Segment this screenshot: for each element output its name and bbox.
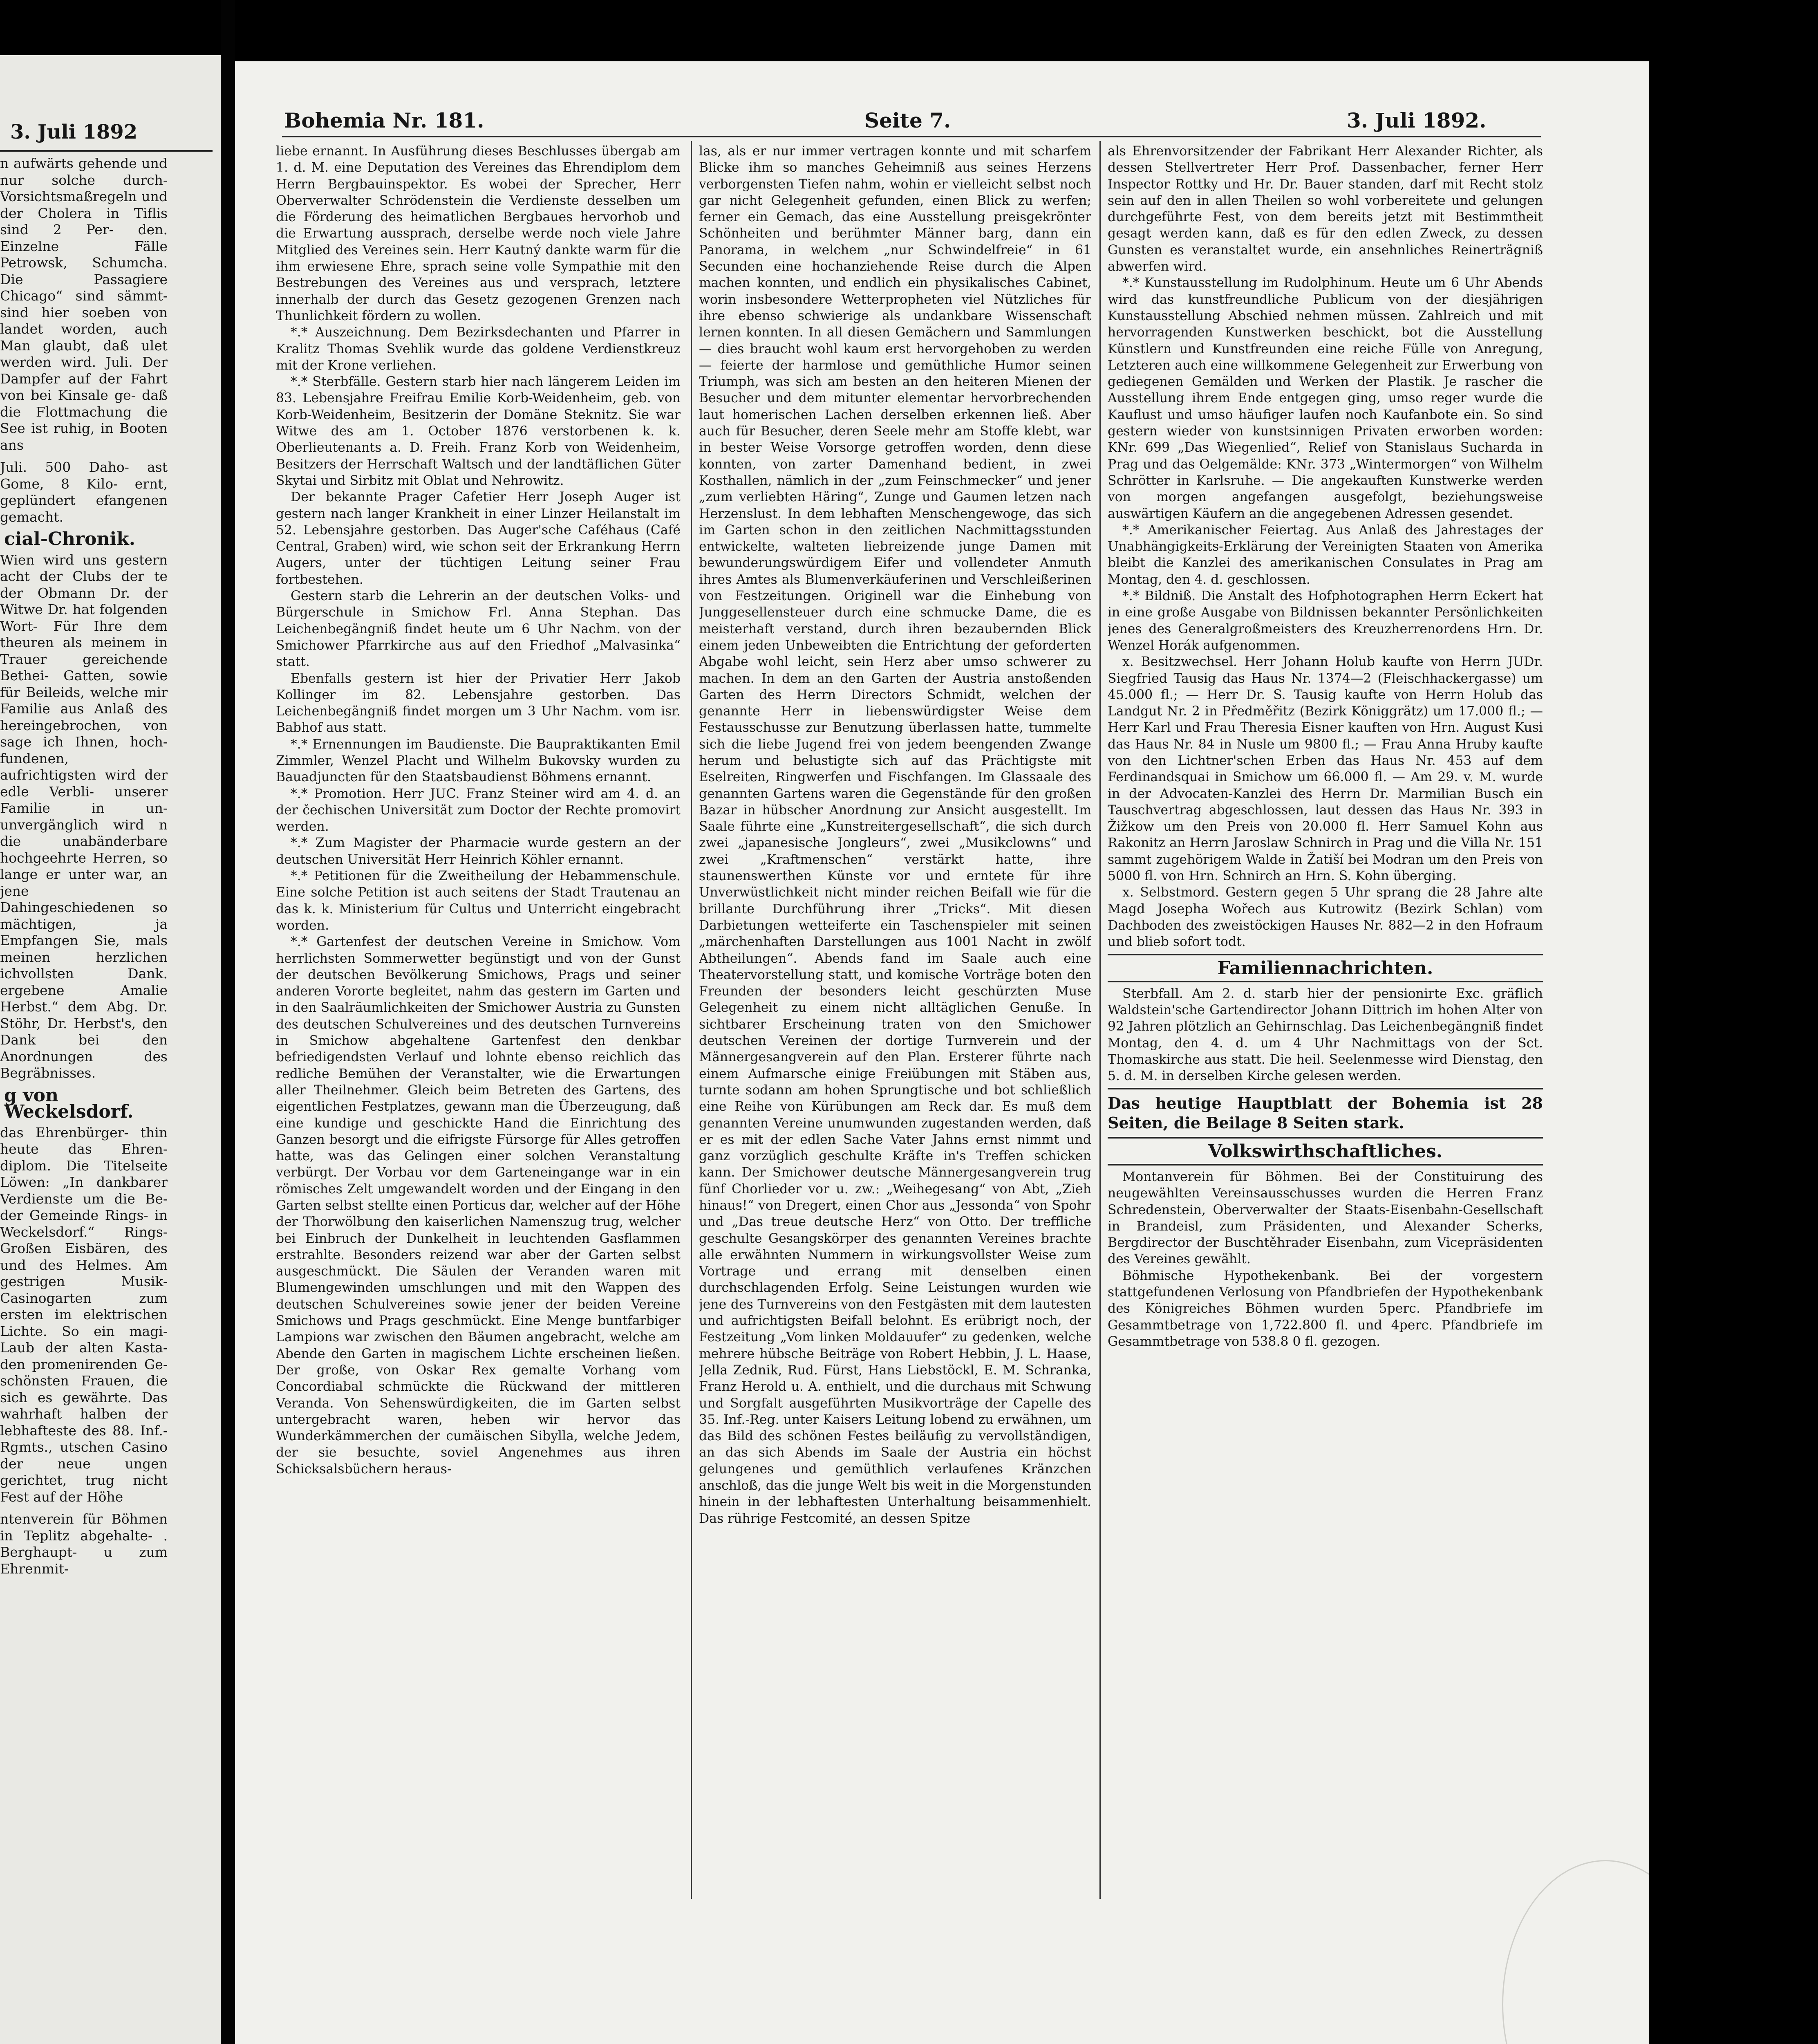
- column-3: [1108, 143, 1543, 1942]
- column-divider-2: [1099, 141, 1101, 1899]
- article-paragraph: las, als er nur immer vertragen konnte und mit scharfem Blicke ihm so manches Geheimniß aus seines Herzens verborgensten Tiefen nahm, wohin er vielleicht selbst noch gar nicht Gelegenheit gefunden, einen Blick zu werfen; ferner ein Gemach, das eine Ausstellung preisgekrönter Schönheiten und berühmter Männer barg, dann ein Panorama, in welchem „nur Schwindelfreie“ in 61 Secunden eine hochanziehende Reise durch die Alpen machen konnten, und endlich ein physikalisches Cabinet, worin insbesondere Wetterpropheten viel Nützliches für ihre ebenso schwierige als undankbare Wissenschaft lernen konnten. In all diesen Gemächern und Sammlungen — dies braucht wohl kaum erst hervorgehoben zu werden — feierte der harmlose und gemüthliche Humor seinen Triumph, was sich am besten an den heiteren Mienen der Besucher und dem mitunter elementar hervorbrechenden laut homerischen Lachen derselben erkennen ließ. Aber auch für Besucher, deren Seele mehr am Stoffe klebt, war in bester Weise Vorsorge getroffen worden, denn diese konnten, von zarter Damenhand bedient, in zwei Kosthallen, nämlich in der „zum Feinschmecker“ und jener „zum verliebten Häring“, Zunge und Gaumen letzen nach Herzenslust. In dem lebhaften Menschengewoge, das sich im Garten schon in den zeitlichen Nachmittagsstunden entwickelte, walteten liebreizende junge Damen mit bewunderungswürdigem Eifer und vollendeter Anmuth ihres Amtes als Blumenverkäuferinen und Verschleißerinen von Festzeitungen. Originell war die Einhebung von Junggesellensteuer durch eine schmucke Dame, die es meisterhaft verstand, durch ihren bezaubernden Blick einem jeden Unbeweibten die Entrichtung der geforderten Abgabe wohl leicht, sein Herz aber umso schwerer zu machen. In dem an den Garten der Austria anstoßenden Garten des Herrn Directors Schmidt, welchen der genannte Herr in liebenswürdigster Weise dem Festausschusse zur Benutzung überlassen hatte, tummelte sich die liebe Jugend frei von jedem beengenden Zwange herum und belustigte sich auf das Prächtigste mit Eselreiten, Ringwerfen und Fischfangen. Im Glassaale des genannten Gartens waren die Gegenstände für den großen Bazar in hübscher Anordnung zur Ansicht ausgestellt. Im Saale führte eine „Kunstreitergesellschaft“, die sich durch zwei „japanesische Jongleurs“, zwei „Musikclowns“ und zwei „Kraftmenschen“ verstärkt hatte, ihre staunenswerthen Künste vor und erntete für ihre Unverwüstlichkeit nicht minder reichen Beifall wie für die brillante Durchführung ihrer „Tricks“. Mit diesen Darbietungen wetteiferte ein Taschenspieler mit seinen „märchenhaften Darstellungen aus 1001 Nacht in zwölf Abtheilungen“. Abends fand im Saale auch eine Theatervorstellung statt, und komische Vorträge boten den Freunden der besonders leicht geschürzten Muse Gelegenheit zu einem nicht alltäglichen Genuße. In sichtbarer Erscheinung traten von den Smichower deutschen Vereinen der dortige Turnverein und der Männergesangverein auf den Plan. Ersterer führte nach einem Aufmarsche einige Freiübungen mit Stäben aus, turnte sodann am hohen Sprungtische und bot schließlich eine Reihe von Kürübungen am Reck dar. Es muß dem genannten Vereine unumwunden zugestanden werden, daß er es mit der edlen Sache Vater Jahns ernst nimmt und ganz vorzüglich geschulte Kräfte in's Treffen schicken kann. Der Smichower deutsche Männergesangverein trug fünf Chorlieder vor u. zw.: „Weihegesang“ von Abt, „Zieh hinaus!“ von Dregert, einen Chor aus „Jessonda“ von Spohr und „Das treue deutsche Herz“ von Otto. Der treffliche geschulte Gesangskörper des genannten Vereines brachte alle erwähnten Nummern in wirkungsvollster Weise zum Vortrage und errang mit denselben einen durchschlagenden Erfolg. Seine Leistungen wurden wie jene des Turnvereins von den Festgästen mit dem lautesten und aufrichtigsten Beifall belohnt. Es erübrigt noch, der Festzeitung „Vom linken Moldauufer“ zu gedenken, welche mehrere hübsche Beiträge von Robert Hebbin, J. L. Haase, Jella Zednik, Rud. Fürst, Hans Liebstöckl, E. M. Schranka, Franz Herold u. A. enthielt, und die durchaus mit Schwung und Sorgfalt ausgeführten Musikvorträge der Capelle des 35. Inf.-Reg. unter Kaisers Leitung lobend zu erwähnen, um das Bild des schönen Festes beiläufig zu vervollständigen, an das sich Abends im Saale der Austria ein höchst gelungenes und gemüthlich verlaufenes Kränzchen anschloß, das die junge Welt bis weit in die Morgenstunden hinein in der lebhaftesten Unterhaltung beisammenhielt. Das rührige Festcomité, an dessen Spitze: [699, 144, 1091, 1526]
- article-paragraph: *.* Sterbfälle. Gestern starb hier nach längerem Leiden im 83. Lebensjahre Freifrau Emilie Korb-Weidenheim, geb. von Korb-Weidenheim, Besitzerin der Domäne Steknitz. Sie war Witwe des am 1. October 1876 verstorbenen k. k. Oberlieutenants a. D. Freih. Franz Korb von Weidenheim, Besitzers der Herrschaft Waltsch und der landtäflichen Güter Skytai und Sirbitz mit Oblat und Nehrowitz.: [276, 374, 681, 488]
- article-paragraph: *.* Auszeichnung. Dem Bezirksdechanten und Pfarrer in Kralitz Thomas Svehlik wurde das goldene Verdienstkreuz mit der Krone verliehen.: [276, 325, 681, 373]
- left-header-rule: [0, 150, 213, 152]
- article-paragraph: *.* Ernennungen im Baudienste. Die Baupraktikanten Emil Zimmler, Wenzel Placht und Wilhelm Bukovsky wurden zu Bauadjuncten für den Staatsbaudienst Böhmens ernannt.: [276, 737, 681, 785]
- article-paragraph: *.* Bildniß. Die Anstalt des Hofphotographen Herrn Eckert hat in eine große Ausgabe von Bildnissen bekannter Persönlichkeiten jenes des Generalgroßmeisters des Kreuzherrenordens Hrn. Dr. Wenzel Horák aufgenommen.: [1108, 589, 1543, 653]
- section-heading-family: Familiennachrichten.: [1217, 957, 1433, 979]
- left-text-chronik: Wien wird uns gestern acht der Clubs der te der Obmann Dr. der Witwe Dr. hat folgenden Wort- Für Ihre dem theuren als meinem in Trauer gereichende Bethei- Gatten, sowie für Beileids, welche mir Familie aus Anlaß des hereingebrochen, von sage ich Ihnen, hoch- fundenen, aufrichtigsten wird der edle Verbli- unserer Familie in un- unvergänglich wird n die unabänderbare hochgeehrte Herren, so lange er unter war, an jene Dahingeschiedenen so mächtigen, ja Empfangen Sie, mals meinen herzlichen ichvollsten Dank. ergebene Amalie Herbst.“ dem Abg. Dr. Stöhr, Dr. Herbst's, den Dank bei den Anordnungen des Begräbnisses.: [0, 551, 168, 1081]
- page-count-notice: Das heutige Hauptblatt der Bohemia ist 28 Seiten, die Beilage 8 Seiten stark.: [1108, 1094, 1543, 1132]
- section-rule: [1108, 1137, 1543, 1139]
- left-heading-weckelsdorf: g von Weckelsdorf.: [4, 1085, 134, 1122]
- article-paragraph: x. Besitzwechsel. Herr Johann Holub kaufte von Herrn JUDr. Siegfried Tausig das Haus Nr. 1374—2 (Fleischhackergasse) um 45.000 fl.; — Herr Dr. S. Tausig kaufte von Herrn Holub das Landgut Nr. 2 in Předměřitz (Bezirk Königgrätz) um 17.000 fl.; — Herr Karl und Frau Theresia Eisner kauften von Hrn. August Kusi das Haus Nr. 84 in Nusle um 9800 fl.; — Frau Anna Hruby kaufte von den Lichtner'schen Erben das Haus Nr. 453 auf dem Ferdinandsquai in Smichow um 66.000 fl. — Am 29. v. M. wurde in der Advocaten-Kanzlei des Herrn Dr. Marmilian Busch ein Tauschvertrag abgeschlossen, laut dessen das Haus Nr. 393 in Žižkow um den Preis von 20.000 fl. Herr Samuel Kohn aus Rakonitz an Herrn Jaroslaw Schnirch in Prag und die Villa Nr. 151 sammt zugehörigem Walde in Žatiší bei Modran um den Preis von 5000 fl. von Hrn. Schnirch an Hrn. S. Kohn überging.: [1108, 654, 1543, 884]
- left-text-bottom: ntenverein für Böhmen in Teplitz abgehalte- . Berghaupt- u zum Ehrenmit-: [0, 1511, 168, 1577]
- article-paragraph: Böhmische Hypothekenbank. Bei der vorgestern stattgefundenen Verlosung von Pfandbriefen der Hypothekenbank des Königreiches Böhmen wurden 5perc. Pfandbriefe im Gesammtbetrage von 1,722.800 fl. und 4perc. Pfandbriefe im Gesammtbetrage von 538.8 0 fl. gezogen.: [1108, 1268, 1543, 1349]
- left-page-date: 3. Juli 1892: [10, 121, 138, 143]
- article-paragraph: *.* Promotion. Herr JUC. Franz Steiner wird am 4. d. an der čechischen Universität zum Doctor der Rechte promovirt werden.: [276, 786, 681, 834]
- header-date: 3. Juli 1892.: [1347, 108, 1487, 132]
- article-paragraph: Gestern starb die Lehrerin an der deutschen Volks- und Bürgerschule in Smichow Frl. Anna Stephan. Das Leichenbegängniß findet heute um 6 Uhr Nachm. von der Smichower Pfarrkirche aus auf den Friedhof „Malvasinka“ statt.: [276, 589, 681, 670]
- scan-border: [1649, 49, 1818, 2044]
- column-1: [276, 143, 681, 1942]
- header-publication: Bohemia Nr. 181.: [284, 108, 484, 132]
- article-paragraph: *.* Petitionen für die Zweitheilung der Hebammenschule. Eine solche Petition ist auch seitens der Stadt Trautenau an das k. k. Ministerium für Cultus und Unterricht eingebracht worden.: [276, 869, 681, 933]
- article-paragraph: *.* Kunstausstellung im Rudolphinum. Heute um 6 Uhr Abends wird das kunstfreundliche Publicum von der diesjährigen Kunstausstellung Abschied nehmen müssen. Zahlreich und mit hervorragenden Kunstwerken beschickt, bot die Ausstellung Künstlern und Kunstfreunden eine reiche Fülle von Anregung, Letzteren auch eine willkommene Gelegenheit zur Erwerbung von gediegenen Gemälden und Werken der Plastik. Je rascher die Ausstellung ihrem Ende entgegen ging, umso reger wurde die Kauflust und umso häufiger laufen noch Kaufanbote ein. So sind gestern wieder von kunstsinnigen Privaten erworben worden: KNr. 699 „Das Wiegenlied“, Relief von Stanislaus Sucharda in Prag und das Oelgemälde: KNr. 373 „Wintermorgen“ von Wilhelm Schrötter in Karlsruhe. — Die angekauften Kunstwerke werden von morgen angefangen ausgefolgt, beziehungsweise auswärtigen Käufern an die angegebenen Adressen gesendet.: [1108, 276, 1543, 521]
- column-2: [699, 143, 1091, 1942]
- section-heading-economy: Volkswirthschaftliches.: [1208, 1141, 1443, 1162]
- left-heading-chronik: cial-Chronik.: [4, 529, 136, 549]
- article-paragraph: Ebenfalls gestern ist hier der Privatier Herr Jakob Kollinger im 82. Lebensjahre gestorben. Das Leichenbegängniß findet morgen um 3 Uhr Nachm. vom isr. Babhof aus statt.: [276, 671, 681, 735]
- page-gutter: [221, 0, 235, 2044]
- newspaper-page: [235, 61, 1649, 2044]
- article-paragraph: x. Selbstmord. Gestern gegen 5 Uhr sprang die 28 Jahre alte Magd Josepha Wořech aus Kutrowitz (Bezirk Schlan) vom Dachboden des zweistöckigen Hauses Nr. 882—2 in den Hofraum und blieb sofort todt.: [1108, 885, 1543, 950]
- article-paragraph: *.* Amerikanischer Feiertag. Aus Anlaß des Jahrestages der Unabhängigkeits-Erklärung der Vereinigten Staaten von Amerika bleibt die Kanzlei des amerikanischen Consulates in Prag am Montag, den 4. d. geschlossen.: [1108, 522, 1543, 587]
- column-divider-1: [691, 141, 692, 1899]
- left-text-weckelsdorf: das Ehrenbürger- thin heute das Ehren- diplom. Die Titelseite Löwen: „In dankbarer Verdienste um die Be- der Gemeinde Rings- in Weckelsdorf.“ Rings- Großen Eisbären, des und des Helmes. Am gestrigen Musik- Casinogarten zum ersten im elektrischen Lichte. So ein magi- Laub der alten Kasta- den promenirenden Ge- schönsten Frauen, die sich es gewährte. Das wahrhaft halben der lebhafteste des 88. Inf.-Rgmts., utschen Casino der neue ungen gerichtet, trug nicht Fest auf der Höhe: [0, 1124, 168, 1505]
- previous-page-fragment: [0, 55, 221, 2044]
- article-paragraph: als Ehrenvorsitzender der Fabrikant Herr Alexander Richter, als dessen Stellvertreter Herr Prof. Dassenbacher, ferner Herr Inspector Rottky und Hr. Dr. Bauer standen, darf mit Recht stolz sein auf den in allen Theilen so wohl vorbereitete und gelungen durchgeführte Fest, von dem bereits jetzt mit Bestimmtheit gesagt werden kann, daß es für den edlen Zweck, zu dessen Gunsten es veranstaltet wurde, ein ansehnliches Reinerträgniß abwerfen wird.: [1108, 144, 1543, 274]
- article-paragraph: Der bekannte Prager Cafetier Herr Joseph Auger ist gestern nach langer Krankheit in einer Linzer Heilanstalt im 52. Lebensjahre gestorben. Das Auger'sche Caféhaus (Café Central, Graben) wird, wie schon seit der Erkrankung Herrn Augers, unter der tüchtigen Leitung seiner Frau fortbestehen.: [276, 490, 681, 587]
- left-text-top: n aufwärts gehende und nur solche durch- Vorsichtsmaßregeln und der Cholera in Tiflis sind 2 Per- den. Einzelne Fälle Petrowsk, Schumcha. Die Passagiere Chicago“ sind sämmt- sind hier soeben von landet worden, auch Man glaubt, daß ulet werden wird. Juli. Der Dampfer auf der Fahrt von bei Kinsale ge- daß die Flottmachung die See ist ruhig, in Booten ans: [0, 155, 168, 453]
- article-paragraph: Sterbfall. Am 2. d. starb hier der pensionirte Exc. gräflich Waldstein'sche Gartendirector Johann Dittrich im hohen Alter von 92 Jahren plötzlich an Gehirnschlag. Das Leichenbegängniß findet Montag, den 4. d. um 4 Uhr Nachmittags von der Sct. Thomaskirche aus statt. Die heil. Seelenmesse wird Dienstag, den 5. d. M. in derselben Kirche gelesen werden.: [1108, 986, 1543, 1084]
- article-paragraph: *.* Gartenfest der deutschen Vereine in Smichow. Vom herrlichsten Sommerwetter begünstigt und von der Gunst der deutschen Bevölkerung Smichows, Prags und seiner anderen Vororte begleitet, nahm das gestern im Garten und in den Saalräumlichkeiten der Smichower Austria zu Gunsten des deutschen Schulvereines und des deutschen Turnvereins in Smichow abgehaltene Gartenfest den denkbar befriedigendsten Verlauf und lohnte ebenso reichlich das redliche Bemühen der Veranstalter, wie die Erwartungen aller Theilnehmer. Gleich beim Betreten des Gartens, des eigentlichen Festplatzes, gewann man die Überzeugung, daß eine kundige und geschickte Hand die Einrichtung des Ganzen besorgt und die eifrigste Fürsorge für Alles getroffen hatte, was das Gelingen einer solchen Veranstaltung verbürgt. Der Vorbau vor dem Garteneingange war in ein römisches Zelt umgewandelt worden und der Eingang in den Garten selbst stellte einen Porticus dar, welcher auf der Höhe der Thorwölbung den kaiserlichen Namenszug trug, welcher bei Einbruch der Dunkelheit in leuchtenden Gasflammen erstrahlte. Besonders reizend war aber der Garten selbst ausgeschmückt. Die Säulen der Veranden waren mit Blumengewinden umschlungen und mit den Wappen des deutschen Schulvereines sowie jener der beiden Vereine Smichows und Prags geschmückt. Eine Menge buntfarbiger Lampions war zwischen den Bäumen angebracht, welche am Abende den Garten in magischem Lichte erscheinen ließen. Der große, von Oskar Rex gemalte Vorhang vom Concordiabal schmückte die Rückwand der mittleren Veranda. Von Sehenswürdigkeiten, die im Garten selbst untergebracht waren, heben wir hervor das Wunderkämmerchen der cumäischen Sibylla, welche Jedem, der sie besuchte, soviel Angenehmes aus ihren Schicksalsbüchern heraus-: [276, 935, 681, 1477]
- section-rule: [1108, 1088, 1543, 1089]
- section-rule: [1108, 981, 1543, 982]
- left-text-mid: Juli. 500 Daho- ast Gome, 8 Kilo- ernt, geplündert efangenen gemacht.: [0, 459, 168, 525]
- section-rule: [1108, 1164, 1543, 1165]
- article-paragraph: *.* Zum Magister der Pharmacie wurde gestern an der deutschen Universität Herr Heinrich Köhler ernannt.: [276, 836, 681, 867]
- left-page-column: [0, 155, 168, 2036]
- article-paragraph: Montanverein für Böhmen. Bei der Constituirung des neugewählten Vereinsausschusses wurden die Herren Franz Schredenstein, Oberverwalter der Staats-Eisenbahn-Gesellschaft in Brandeisl, zum Präsidenten, und Alexander Scherks, Bergdirector der Buschtěhrader Eisenbahn, zum Vicepräsidenten des Vereines gewählt.: [1108, 1169, 1543, 1267]
- header-rule: [282, 136, 1541, 137]
- article-paragraph: liebe ernannt. In Ausführung dieses Beschlusses übergab am 1. d. M. eine Deputation des Vereines das Ehrendiplom dem Herrn Bergbauinspektor. Es wobei der Sprecher, Herr Oberverwalter Schrödenstein die Verdienste desselben um die Förderung des heimatlichen Bergbaues hervorhob und die Erwartung aussprach, derselbe werde noch viele Jahre Mitglied des Vereines sein. Herr Kautný dankte warm für die ihm erwiesene Ehre, sprach seine volle Sympathie mit den Bestrebungen des Vereines aus und versprach, letztere innerhalb der durch das Gesetz gezogenen Grenzen nach Thunlichkeit fördern zu wollen.: [276, 144, 681, 323]
- section-rule: [1108, 954, 1543, 955]
- header-page-number: Seite 7.: [864, 108, 951, 132]
